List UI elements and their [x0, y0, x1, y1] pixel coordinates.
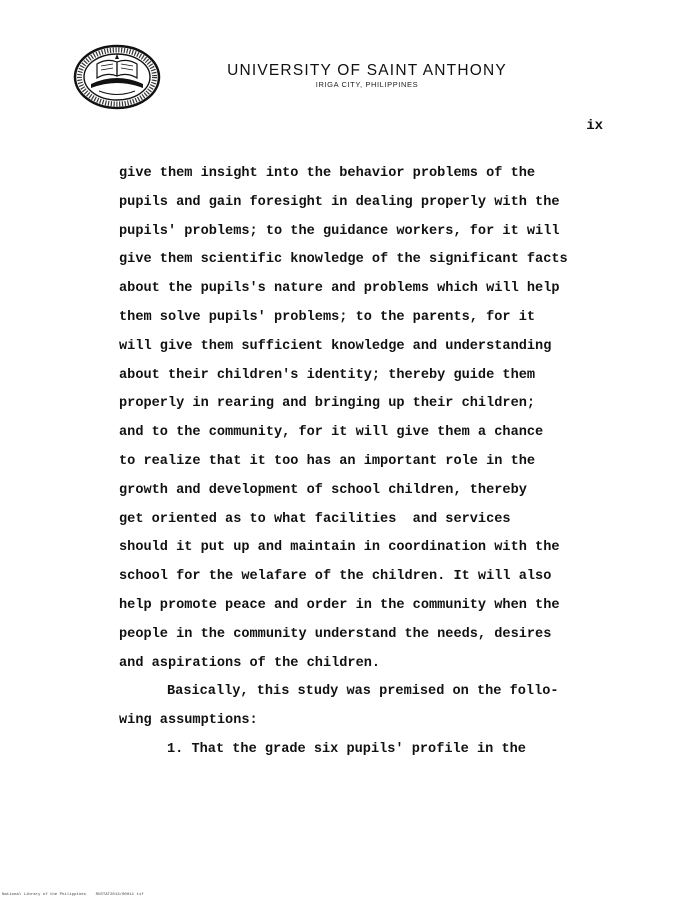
- text-line: growth and development of school children, thereby: [119, 482, 527, 498]
- text-line: pupils and gain foresight in dealing properly with the: [119, 194, 560, 210]
- text-line: wing assumptions:: [119, 713, 258, 729]
- text-line: about their children's identity; thereby guide them: [119, 367, 536, 383]
- body-text: [119, 164, 629, 769]
- text-line: pupils' problems; to the guidance workers, for it will: [119, 223, 560, 239]
- text-line: about the pupils's nature and problems which will help: [119, 281, 560, 297]
- text-line: and to the community, for it will give them a chance: [119, 425, 544, 441]
- text-line: school for the welafare of the children. It will also: [119, 569, 552, 585]
- text-line: properly in rearing and bringing up their children;: [119, 396, 536, 412]
- text-line: will give them sufficient knowledge and understanding: [119, 338, 552, 354]
- archive-footer: National Library of the Philippines RUSTAT2013/00011 tif: [2, 893, 144, 897]
- text-line: to realize that it too has an important role in the: [119, 453, 536, 469]
- paragraph-start-line: Basically, this study was premised on the follo-: [167, 684, 559, 700]
- text-line: should it put up and maintain in coordination with the: [119, 540, 560, 556]
- university-name: UNIVERSITY OF SAINT ANTHONY: [227, 62, 507, 79]
- university-seal-logo: [73, 44, 161, 110]
- text-line: get oriented as to what facilities and services: [119, 511, 511, 527]
- text-line: give them insight into the behavior problems of the: [119, 166, 536, 181]
- page-number: ix: [586, 118, 603, 134]
- text-line: and aspirations of the children.: [119, 655, 381, 671]
- text-line: give them scientific knowledge of the significant facts: [119, 252, 568, 268]
- text-line: them solve pupils' problems; to the parents, for it: [119, 309, 536, 325]
- university-location: IRIGA CITY, PHILIPPINES: [315, 80, 419, 89]
- text-line: help promote peace and order in the community when the: [119, 597, 560, 613]
- numbered-item-line: 1. That the grade six pupils' profile in the: [167, 741, 526, 757]
- text-line: people in the community understand the needs, desires: [119, 626, 552, 642]
